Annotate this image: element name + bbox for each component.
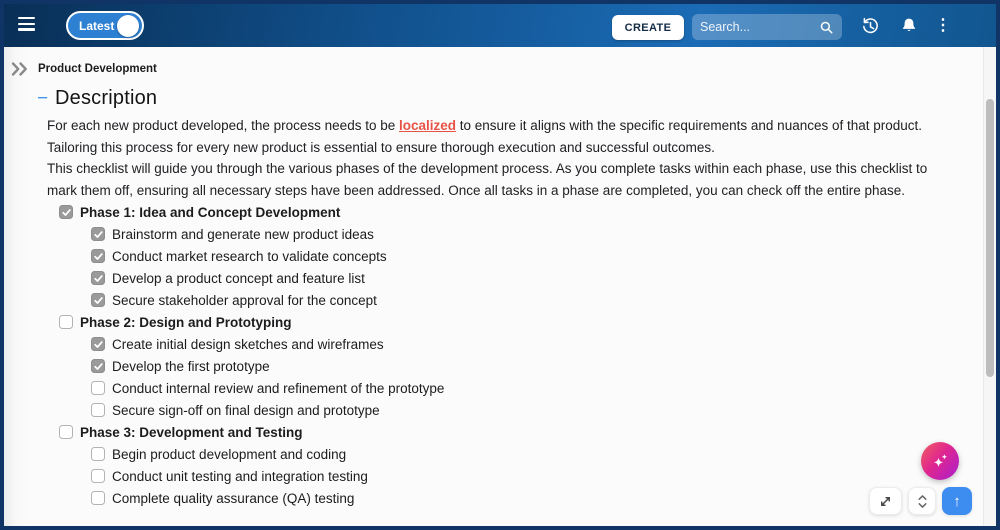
check-icon: [93, 273, 104, 284]
paragraph-1-text: For each new product developed, the process needs to be: [47, 118, 399, 133]
collapse-expand-button[interactable]: [908, 487, 936, 515]
document-body: [47, 115, 960, 201]
checklist-label: Phase 1: Idea and Concept Development: [80, 204, 341, 220]
checklist-label: Conduct unit testing and integration testing: [112, 468, 368, 484]
checkbox[interactable]: [91, 381, 105, 395]
checklist-item-row: [47, 487, 976, 509]
sparkles-icon: [928, 449, 952, 473]
checklist-item-row: [47, 289, 976, 311]
breadcrumb-page-title[interactable]: Product Development: [38, 63, 157, 75]
checkbox[interactable]: [59, 315, 73, 329]
scrollbar-track[interactable]: [983, 47, 996, 526]
checklist-item-row: [47, 465, 976, 487]
check-icon: [61, 207, 72, 218]
checklist-item-row: [47, 333, 976, 355]
search-icon: [819, 20, 834, 35]
search-input[interactable]: [700, 20, 819, 34]
checkbox[interactable]: [59, 425, 73, 439]
checklist-label: Complete quality assurance (QA) testing: [112, 490, 355, 506]
check-icon: [93, 295, 104, 306]
checklist-label: Conduct internal review and refinement of the prototype: [112, 380, 445, 396]
checkbox[interactable]: [91, 447, 105, 461]
check-icon: [93, 229, 104, 240]
checklist-label: Phase 2: Design and Prototyping: [80, 314, 292, 330]
app-surface: [4, 4, 996, 526]
create-button[interactable]: CREATE: [612, 15, 684, 40]
checklist-item-row: [47, 355, 976, 377]
checklist-label: Brainstorm and generate new product ideas: [112, 226, 374, 242]
checkbox[interactable]: [91, 359, 105, 373]
checklist-item-row: [47, 443, 976, 465]
hamburger-icon[interactable]: [18, 17, 35, 33]
paragraph-2: This checklist will guide you through the various phases of the development process. As you complete tasks within each phase, use this checklist to mark them off, ensuring all necessary steps have been addressed. Once all tasks in a phase are completed, you can check off the entire phase.: [47, 161, 928, 198]
breadcrumb: [4, 59, 157, 79]
checklist-item-row: [47, 267, 976, 289]
scrollbar-thumb[interactable]: [986, 99, 994, 377]
checkbox[interactable]: [91, 293, 105, 307]
checklist-label: Secure stakeholder approval for the concept: [112, 292, 377, 308]
checkbox[interactable]: [91, 337, 105, 351]
checklist-phase-row: [47, 201, 976, 223]
checklist-label: Create initial design sketches and wireframes: [112, 336, 384, 352]
checklist-label: Conduct market research to validate concepts: [112, 248, 387, 264]
latest-toggle-label: Latest: [79, 18, 115, 33]
check-icon: [93, 361, 104, 372]
top-bar: [4, 4, 996, 47]
search-box[interactable]: [692, 14, 842, 40]
checklist-phase-row: [47, 421, 976, 443]
checkbox[interactable]: [91, 403, 105, 417]
checklist-label: Phase 3: Development and Testing: [80, 424, 303, 440]
checklist-label: Develop a product concept and feature list: [112, 270, 365, 286]
checkbox[interactable]: [91, 491, 105, 505]
checkbox[interactable]: [91, 227, 105, 241]
collapse-section-icon[interactable]: −: [37, 88, 49, 109]
floating-toolbar: [869, 487, 972, 515]
check-icon: [93, 339, 104, 350]
checkbox[interactable]: [91, 249, 105, 263]
checklist-item-row: [47, 245, 976, 267]
bell-icon[interactable]: [898, 15, 920, 37]
paragraph-1-text-cont: to ensure it aligns with the specific requirements and nuances of that product. Tailoring this process for every new product is essential to ensure thorough execution and successful outcomes.: [47, 118, 923, 155]
checklist-item-row: [47, 223, 976, 245]
checkbox[interactable]: [59, 205, 73, 219]
toggle-knob: [117, 15, 139, 37]
ai-assistant-button[interactable]: [921, 442, 959, 480]
check-icon: [93, 251, 104, 262]
diagonal-arrows-icon: [878, 494, 893, 509]
scroll-to-top-button[interactable]: [942, 487, 972, 515]
double-chevron-icon[interactable]: [10, 61, 30, 77]
paragraph-1: [47, 115, 960, 158]
checklist: [47, 201, 976, 509]
page-content: [4, 47, 996, 526]
section-header: [37, 87, 157, 110]
checklist-phase-row: [47, 311, 976, 333]
localized-link[interactable]: localized: [398, 118, 457, 133]
checklist-label: Secure sign-off on final design and prototype: [112, 402, 380, 418]
checklist-label: Develop the first prototype: [112, 358, 270, 374]
checklist-item-row: [47, 399, 976, 421]
section-title: Description: [55, 87, 158, 109]
history-icon[interactable]: [859, 15, 881, 37]
resize-diagonal-button[interactable]: [869, 487, 902, 515]
latest-toggle[interactable]: [66, 11, 144, 40]
checklist-item-row: [47, 377, 976, 399]
checkbox[interactable]: [91, 271, 105, 285]
kebab-menu-icon[interactable]: ⋮: [935, 17, 951, 34]
up-down-chevrons-icon: [916, 494, 929, 509]
up-arrow-icon: ↑: [953, 492, 961, 510]
checkbox[interactable]: [91, 469, 105, 483]
checklist-label: Begin product development and coding: [112, 446, 347, 462]
